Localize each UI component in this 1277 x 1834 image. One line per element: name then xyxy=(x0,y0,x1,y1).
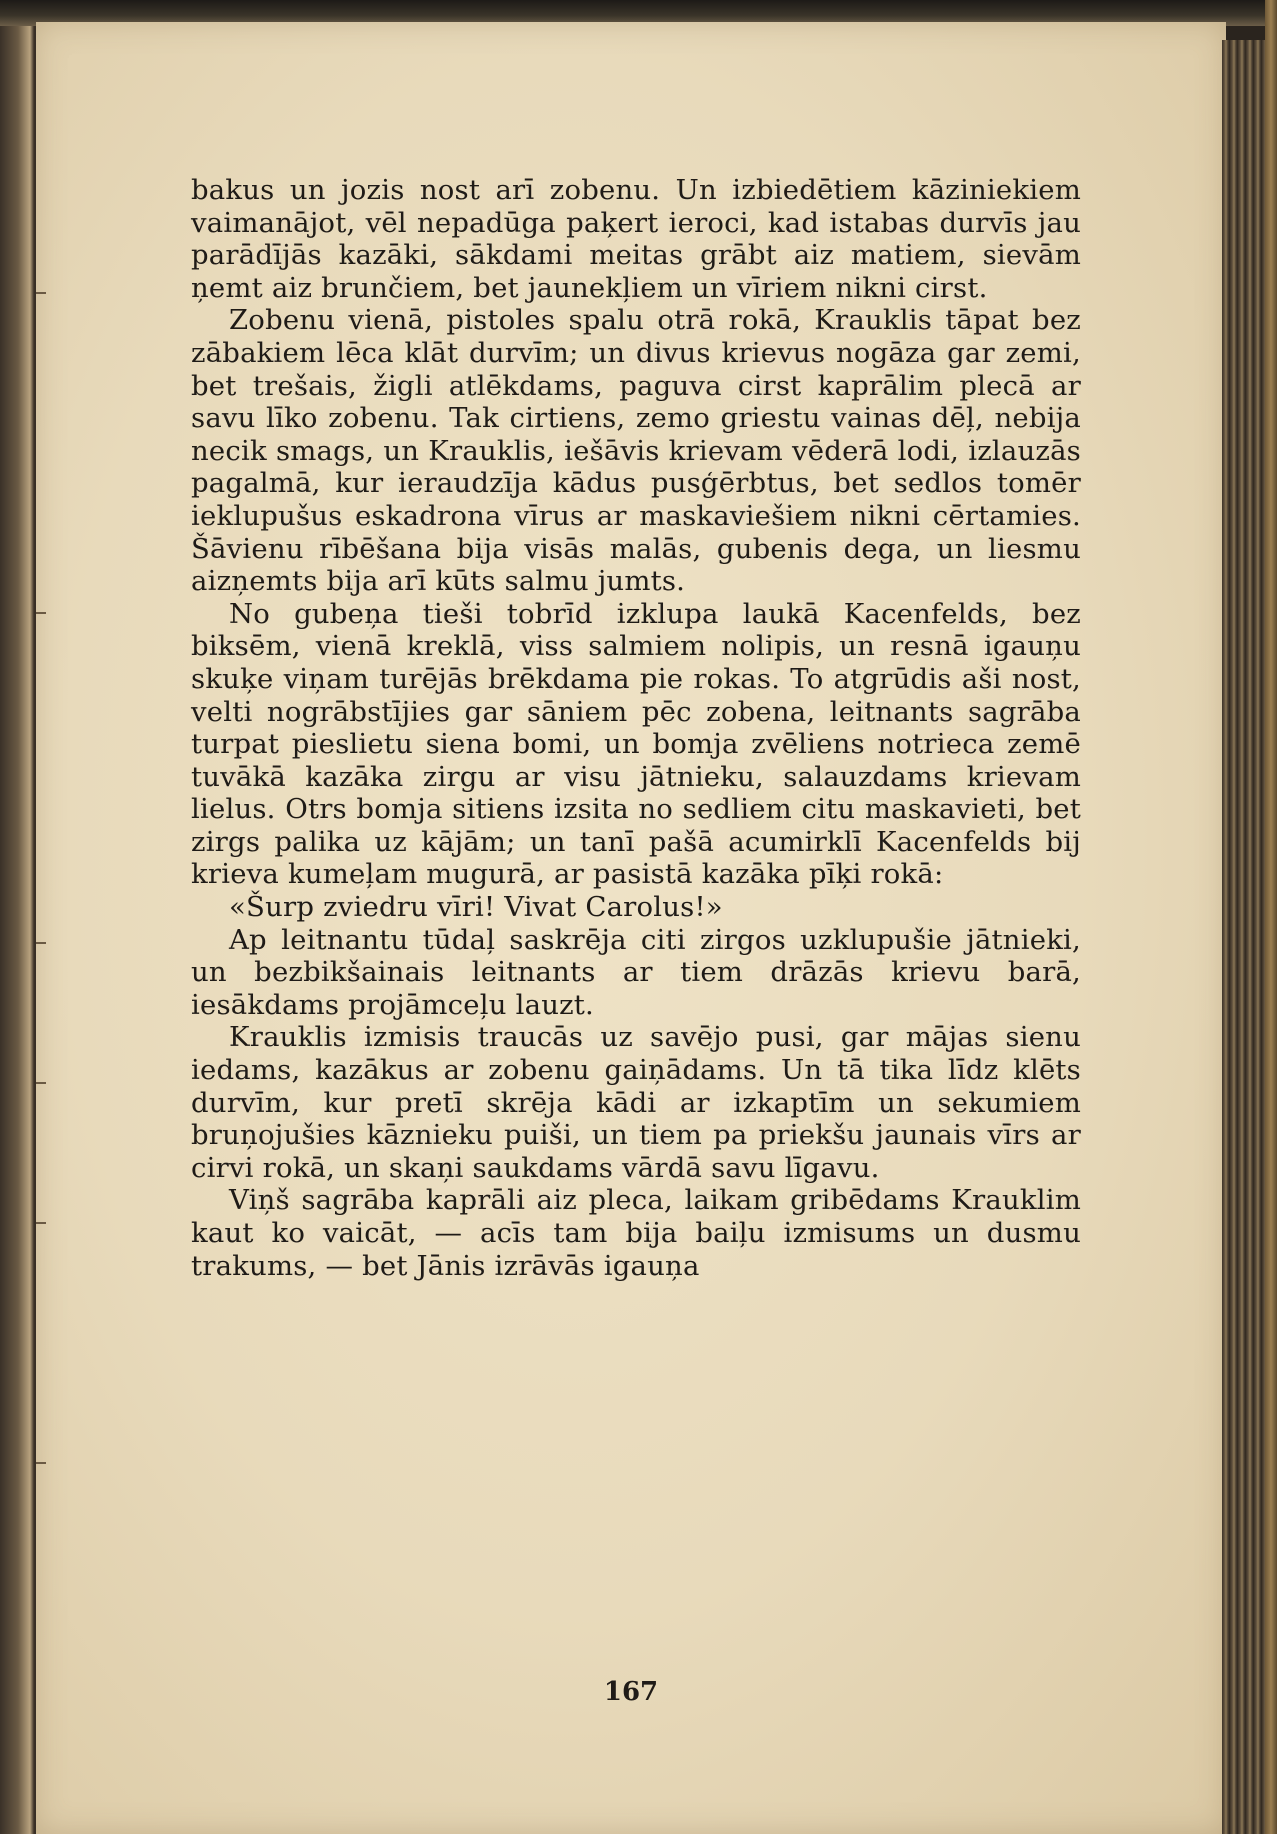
paragraph-3: No gubeņa tieši tobrīd izklupa laukā Kacenfelds, bez biksēm, vienā kreklā, viss salmiem nolipis, un resnā igauņu skuķe viņam turējās brēkdama pie rokas. To atgrūdis aši nost, velti nogrābstījies gar sāniem pēc zobena, leitnants sagrāba turpat pieslietu siena bomi, un bomja zvēliens notrieca zemē tuvākā kazāka zirgu ar visu jātnieku, salauzdams krievam lielus. Otrs bomja sitiens izsita no sedliem citu maskavieti, bet zirgs palika uz kājām; un tanī pašā acumirklī Kacenfelds bij krieva kumeļam mugurā, ar pasistā kazāka pīķi rokā: xyxy=(191,597,1081,891)
paragraph-7: Viņš sagrāba kaprāli aiz pleca, laikam gribēdams Krauklim kaut ko vaicāt, — acīs tam bija baiļu izmisums un dusmu trakums, — bet Jānis izrāvās igauņa xyxy=(191,1184,1081,1282)
paragraph-1: bakus un jozis nost arī zobenu. Un izbiedētiem kāziniekiem vaimanājot, vēl nepadūga paķert ieroci, kad istabas durvīs jau parādījās kazāki, sākdami meitas grābt aiz matiem, sievām ņemt aiz brunčiem, bet jaunekļiem un vīriem nikni cirst. xyxy=(191,174,1081,304)
paragraph-2: Zobenu vienā, pistoles spalu otrā rokā, Krauklis tāpat bez zābakiem lēca klāt durvīm; un divus krievus nogāza gar zemi, bet trešais, žigli atlēkdams, paguva cirst kaprālim plecā ar savu līko zobenu. Tak cirtiens, zemo griestu vainas dēļ, nebija necik smags, un Krauklis, iešāvis krievam vēderā lodi, izlauzās pagalmā, kur ieraudzīja kādus pusģērbtus, bet sedlos tomēr ieklupušus eskadrona vīrus ar maskaviešiem nikni cērtamies. Šāvienu rībēšana bija visās malās, gubenis dega, un liesmu aizņemts bija arī kūts salmu jumts. xyxy=(191,304,1081,598)
paragraph-4: «Šurp zviedru vīri! Vivat Carolus!» xyxy=(229,891,723,924)
body-text xyxy=(191,174,1081,1282)
paragraph-6: Krauklis izmisis traucās uz savējo pusi, gar mājas sienu iedams, kazākus ar zobenu gaiņādams. Un tā tika līdz klēts durvīm, kur pretī skrēja kādi ar izkaptīm un sekumiem bruņojušies kāznieku puiši, un tiem pa priekšu jaunais vīrs ar cirvi rokā, un skaņi saukdams vārdā savu līgavu. xyxy=(191,1021,1081,1184)
page-number: 167 xyxy=(603,1677,659,1707)
paragraph-5: Ap leitnantu tūdaļ saskrēja citi zirgos uzklupušie jātnieki, un bezbikšainais leitnants ar tiem drāzās krievu barā, iesākdams projāmceļu lauzt. xyxy=(191,923,1081,1021)
page-sheet xyxy=(36,22,1226,1834)
book-binding xyxy=(1265,0,1277,1834)
